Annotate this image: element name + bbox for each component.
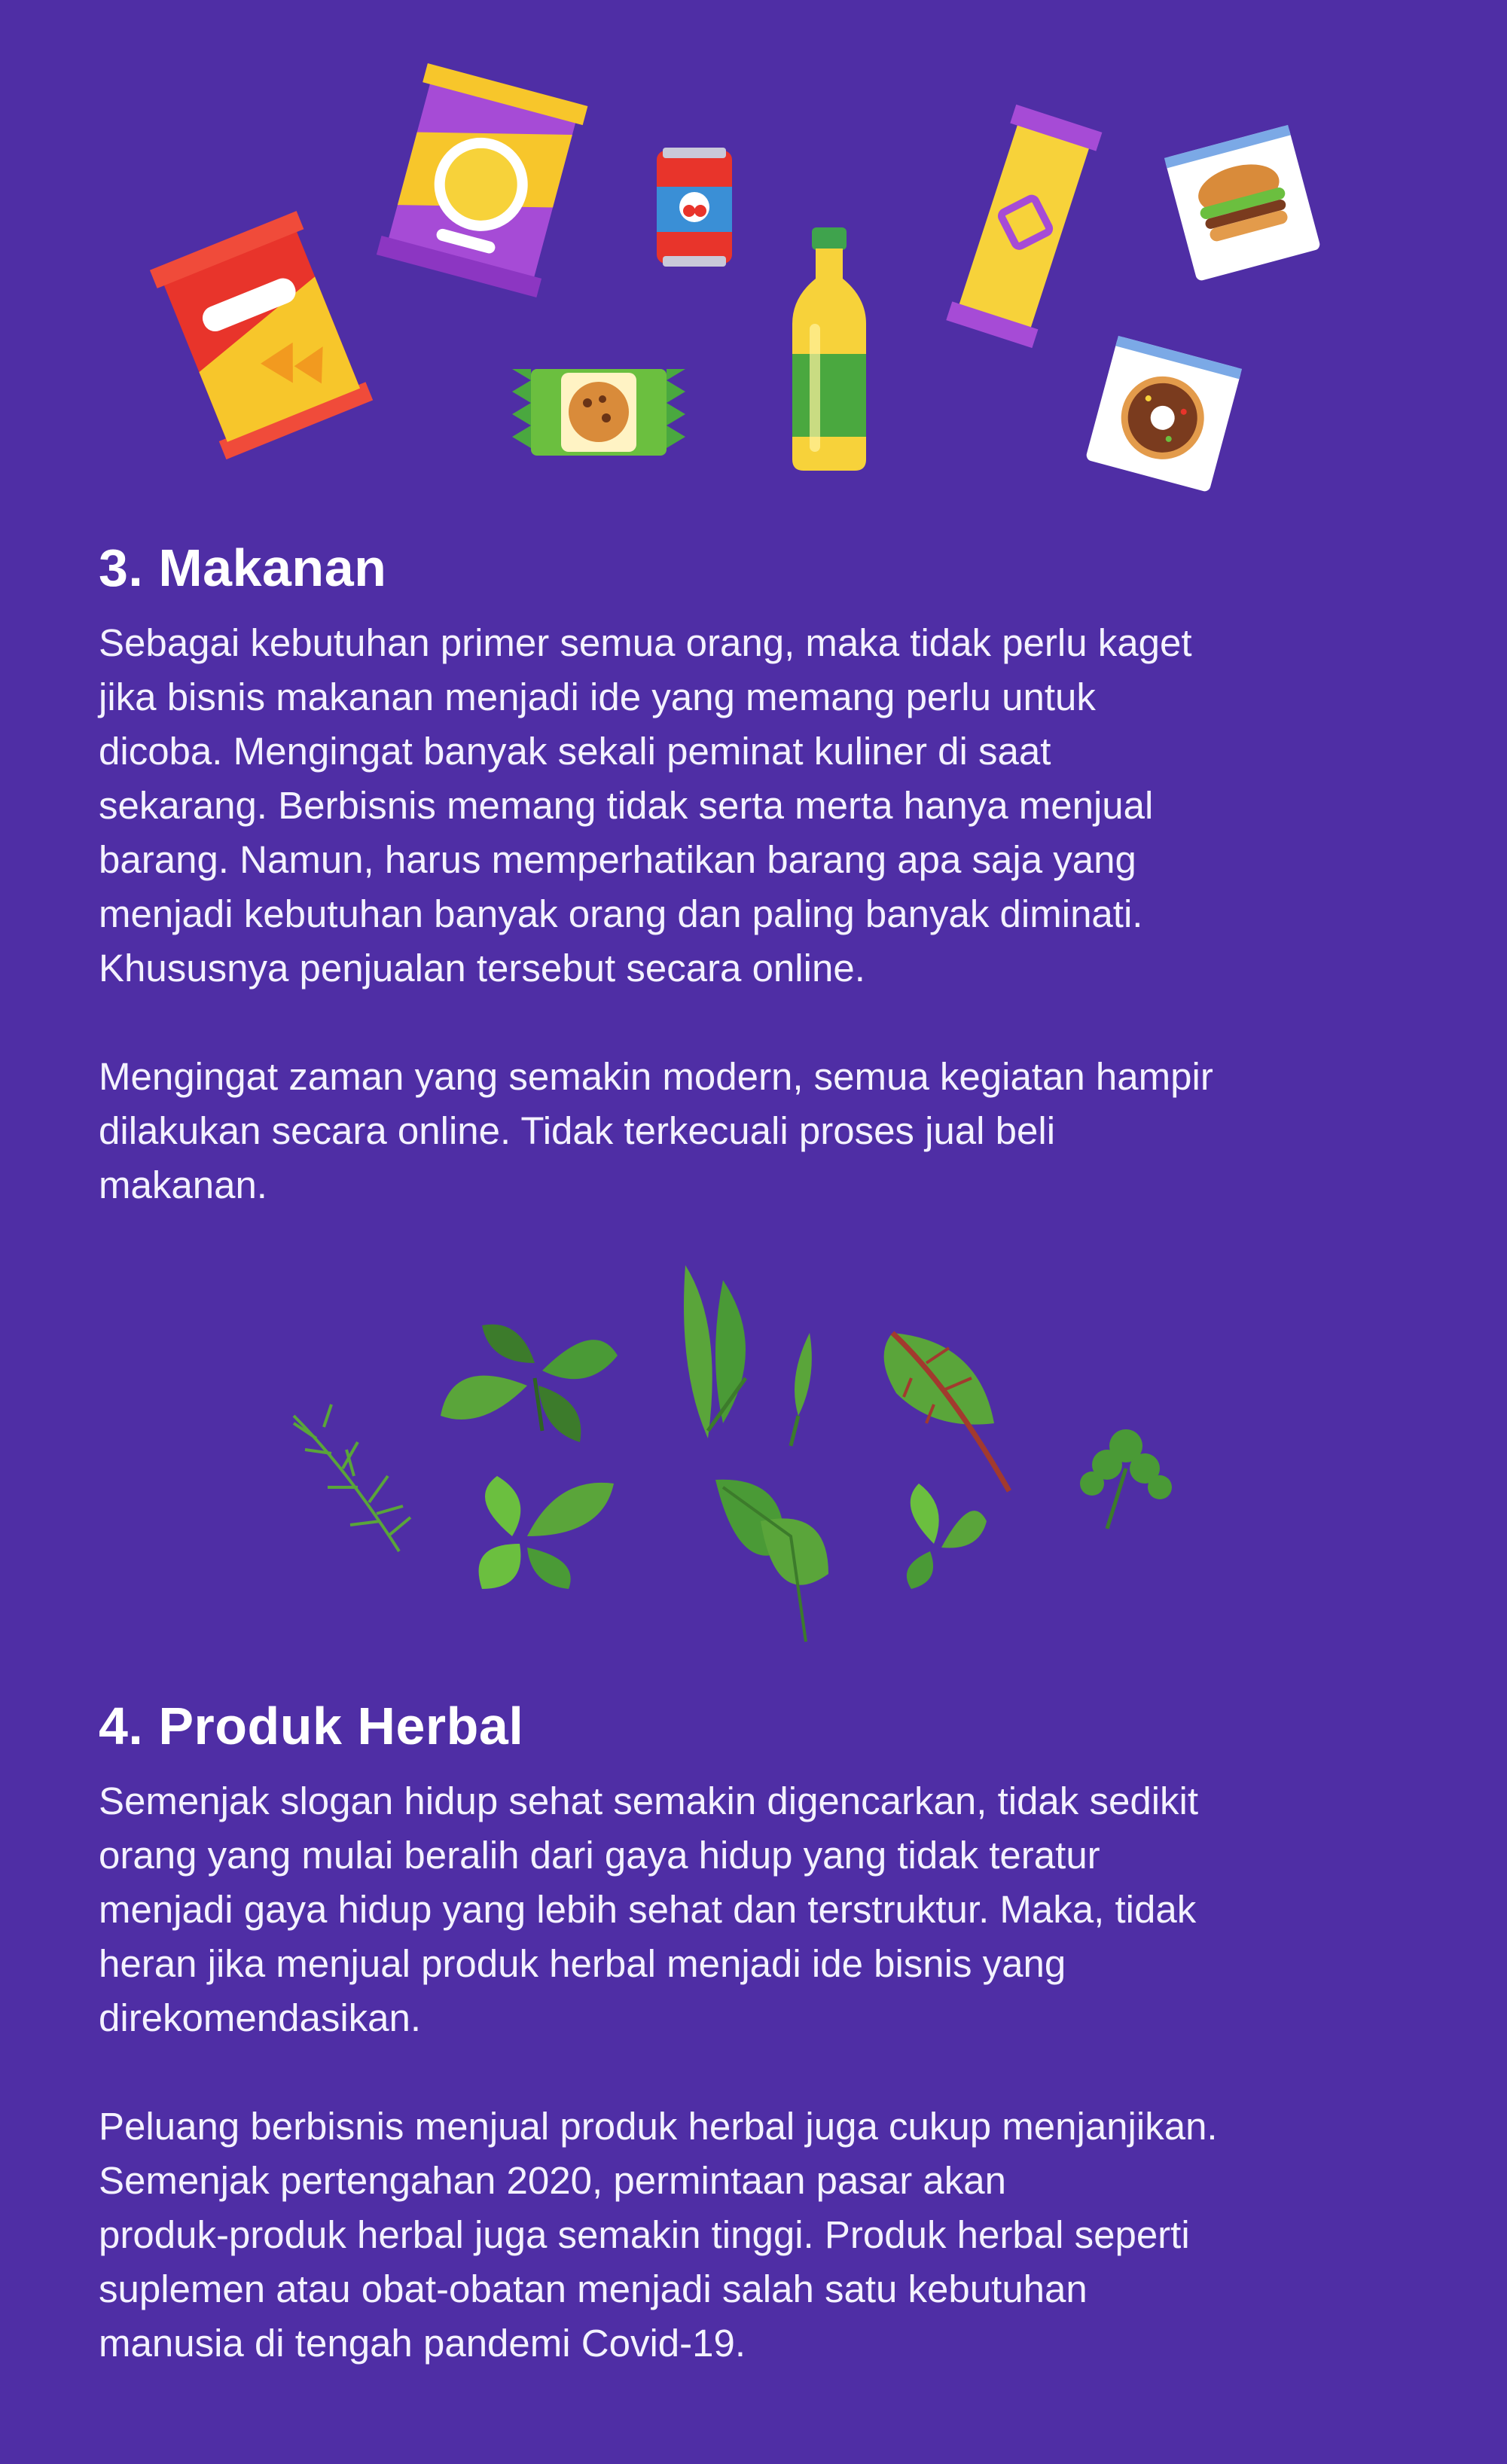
food-illustration bbox=[0, 0, 1507, 527]
section-paragraph: Semenjak slogan hidup sehat semakin digencarkan, tidak sedikit orang yang mulai beralih dari gaya hidup yang tidak teratur menjadi gaya hidup yang lebih sehat dan terstruktur. Maka, tidak heran jika menjual produk herbal menjadi ide bisnis yang direkomendasikan. bbox=[99, 1779, 1199, 2039]
burger-pack-icon bbox=[1164, 125, 1321, 282]
section-makanan bbox=[99, 536, 1424, 1267]
basil-icon bbox=[441, 1325, 618, 1442]
arugula-icon bbox=[684, 1265, 812, 1446]
chips-bag-icon bbox=[150, 211, 373, 459]
herbs-illustration bbox=[0, 1235, 1507, 1672]
lettuce-icon bbox=[907, 1484, 987, 1589]
donut-pack-icon bbox=[1085, 336, 1242, 492]
spinach-icon bbox=[715, 1480, 828, 1642]
candy-bar-icon bbox=[946, 105, 1102, 348]
bottle-icon bbox=[792, 227, 866, 471]
parsley-icon bbox=[1080, 1429, 1172, 1529]
cookie-pack-icon bbox=[512, 369, 685, 456]
section-heading: 4. Produk Herbal bbox=[99, 1697, 524, 1755]
chard-leaf-icon bbox=[884, 1333, 1009, 1491]
section-heading: 3. Makanan bbox=[99, 538, 387, 597]
section-produk-herbal bbox=[99, 1694, 1424, 2425]
dill-icon bbox=[294, 1404, 410, 1551]
section-paragraph: Mengingat zaman yang semakin modern, semua kegiatan hampir dilakukan secara online. Tidak terkecuali proses jual beli makanan. bbox=[99, 1055, 1213, 1206]
section-paragraph: Peluang berbisnis menjual produk herbal juga cukup menjanjikan. Semenjak pertengahan 2020, permintaan pasar akan produk-produk herbal juga semakin tinggi. Produk herbal seperti suplemen atau obat-obatan menjadi salah satu kebutuhan manusia di tengah pandemi Covid-19. bbox=[99, 2105, 1218, 2365]
oregano-icon bbox=[479, 1476, 614, 1589]
section-paragraph: Sebagai kebutuhan primer semua orang, maka tidak perlu kaget jika bisnis makanan menjadi ide yang memang perlu untuk dicoba. Mengingat banyak sekali peminat kuliner di saat sekarang. Berbisnis memang tidak serta merta hanya menjual barang. Namun, harus memperhatikan barang apa saja yang menjadi kebutuhan banyak orang dan paling banyak diminati. Khususnya penjualan tersebut secara online. bbox=[99, 621, 1192, 990]
snack-bag-icon bbox=[377, 63, 588, 297]
soda-can-icon bbox=[657, 148, 732, 267]
